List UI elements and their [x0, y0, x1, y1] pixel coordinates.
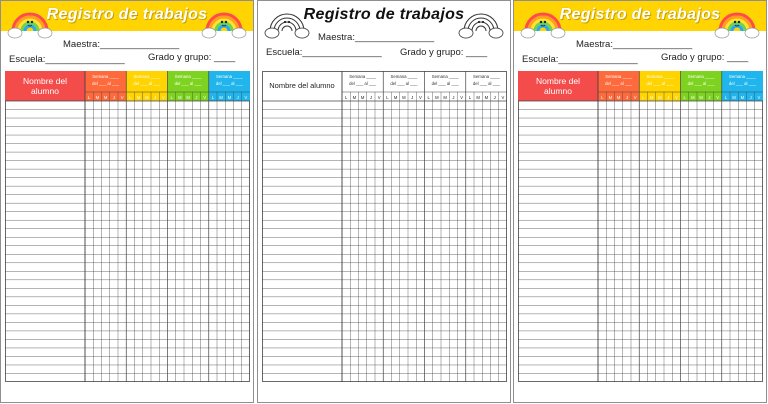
- day-label: V: [716, 95, 720, 100]
- day-label: L: [468, 95, 472, 100]
- day-label: L: [642, 95, 645, 100]
- week-range-label: del ___ al ___: [605, 81, 633, 86]
- day-label: V: [460, 95, 464, 100]
- page-title: Registro de trabajos: [559, 6, 721, 23]
- week-range-label: del ___ al ___: [92, 81, 120, 86]
- week-label: Semana ____: [605, 74, 633, 79]
- day-label: L: [427, 95, 430, 100]
- name-column-header: Nombre del alumno: [536, 76, 580, 96]
- day-label: M: [699, 95, 703, 100]
- day-label: L: [683, 95, 686, 100]
- day-label: V: [418, 95, 422, 100]
- day-label: V: [757, 95, 761, 100]
- day-label: J: [369, 95, 372, 100]
- day-label: M: [227, 95, 232, 100]
- day-label: J: [708, 95, 711, 100]
- day-label: L: [170, 95, 173, 100]
- day-label: M: [402, 95, 406, 100]
- week-range-label: del ___ al ___: [687, 81, 715, 86]
- day-label: M: [136, 95, 141, 100]
- day-label: M: [658, 95, 662, 100]
- attendance-grid: [262, 71, 507, 382]
- day-label: M: [476, 95, 480, 100]
- week-label: Semana ____: [390, 74, 418, 79]
- week-label: Semana ____: [472, 74, 500, 79]
- day-label: J: [667, 95, 670, 100]
- day-label: J: [195, 95, 198, 100]
- grade-group-field: Grado y grupo: ____: [400, 47, 488, 58]
- week-label: Semana ____: [687, 74, 715, 79]
- teacher-field: Maestra:_______________: [63, 39, 180, 50]
- week-range-label: del ___ al ___: [215, 81, 243, 86]
- day-label: V: [633, 95, 637, 100]
- day-label: M: [484, 95, 489, 100]
- page-title: Registro de trabajos: [303, 6, 465, 23]
- school-field: Escuela:_______________: [522, 54, 638, 65]
- week-range-label: del ___ al ___: [472, 81, 500, 86]
- day-label: M: [435, 95, 439, 100]
- day-label: J: [112, 95, 115, 100]
- week-range-label: del ___ al ___: [349, 81, 377, 86]
- day-label: M: [352, 95, 357, 100]
- week-label: Semana ____: [133, 74, 161, 79]
- day-label: M: [145, 95, 149, 100]
- name-column-header: Nombre del alumno: [23, 76, 67, 96]
- day-label: L: [129, 95, 132, 100]
- week-range-label: del ___ al ___: [133, 81, 161, 86]
- teacher-field: Maestra:_______________: [318, 32, 435, 43]
- worksheet-page-color-1: [0, 0, 254, 403]
- day-label: V: [203, 95, 207, 100]
- day-label: J: [493, 95, 496, 100]
- day-label: M: [219, 95, 223, 100]
- day-label: L: [724, 95, 728, 100]
- day-label: V: [244, 95, 248, 100]
- week-range-label: del ___ al ___: [390, 81, 418, 86]
- day-label: M: [95, 95, 100, 100]
- day-label: M: [103, 95, 108, 100]
- grade-group-field: Grado y grupo: ____: [661, 52, 749, 63]
- week-label: Semana ____: [92, 74, 120, 79]
- week-label: Semana ____: [349, 74, 377, 79]
- day-label: M: [649, 95, 654, 100]
- day-label: M: [616, 95, 621, 100]
- day-label: L: [344, 95, 348, 100]
- day-label: M: [178, 95, 182, 100]
- week-label: Semana ____: [728, 74, 756, 79]
- day-label: L: [87, 95, 91, 100]
- day-label: J: [411, 95, 414, 100]
- day-label: V: [161, 95, 165, 100]
- day-label: M: [740, 95, 745, 100]
- day-label: M: [393, 95, 398, 100]
- day-label: J: [236, 95, 239, 100]
- day-label: M: [608, 95, 613, 100]
- week-range-label: del ___ al ___: [646, 81, 674, 86]
- attendance-grid: [518, 71, 763, 382]
- day-label: M: [443, 95, 447, 100]
- school-field: Escuela:_______________: [266, 47, 382, 58]
- name-column-header: Nombre del alumno: [269, 81, 335, 90]
- day-label: L: [211, 95, 215, 100]
- day-label: L: [600, 95, 604, 100]
- day-label: J: [625, 95, 628, 100]
- week-label: Semana ____: [431, 74, 459, 79]
- day-label: L: [386, 95, 389, 100]
- day-label: V: [120, 95, 124, 100]
- day-label: J: [154, 95, 157, 100]
- day-label: V: [501, 95, 505, 100]
- day-label: J: [749, 95, 752, 100]
- week-range-label: del ___ al ___: [431, 81, 459, 86]
- week-range-label: del ___ al ___: [728, 81, 756, 86]
- worksheet-page-color-2: [513, 0, 767, 403]
- week-range-label: del ___ al ___: [174, 81, 202, 86]
- week-label: Semana ____: [646, 74, 674, 79]
- week-label: Semana ____: [215, 74, 243, 79]
- week-label: Semana ____: [174, 74, 202, 79]
- day-label: M: [732, 95, 736, 100]
- school-field: Escuela:_______________: [9, 54, 125, 65]
- day-label: V: [674, 95, 678, 100]
- day-label: V: [377, 95, 381, 100]
- teacher-field: Maestra:_______________: [576, 39, 693, 50]
- day-label: M: [691, 95, 695, 100]
- day-label: M: [186, 95, 190, 100]
- day-label: J: [452, 95, 455, 100]
- day-label: M: [360, 95, 365, 100]
- page-title: Registro de trabajos: [46, 6, 208, 23]
- grade-group-field: Grado y grupo: ____: [148, 52, 236, 63]
- attendance-grid: [5, 71, 250, 382]
- worksheet-page-bw: [257, 0, 511, 403]
